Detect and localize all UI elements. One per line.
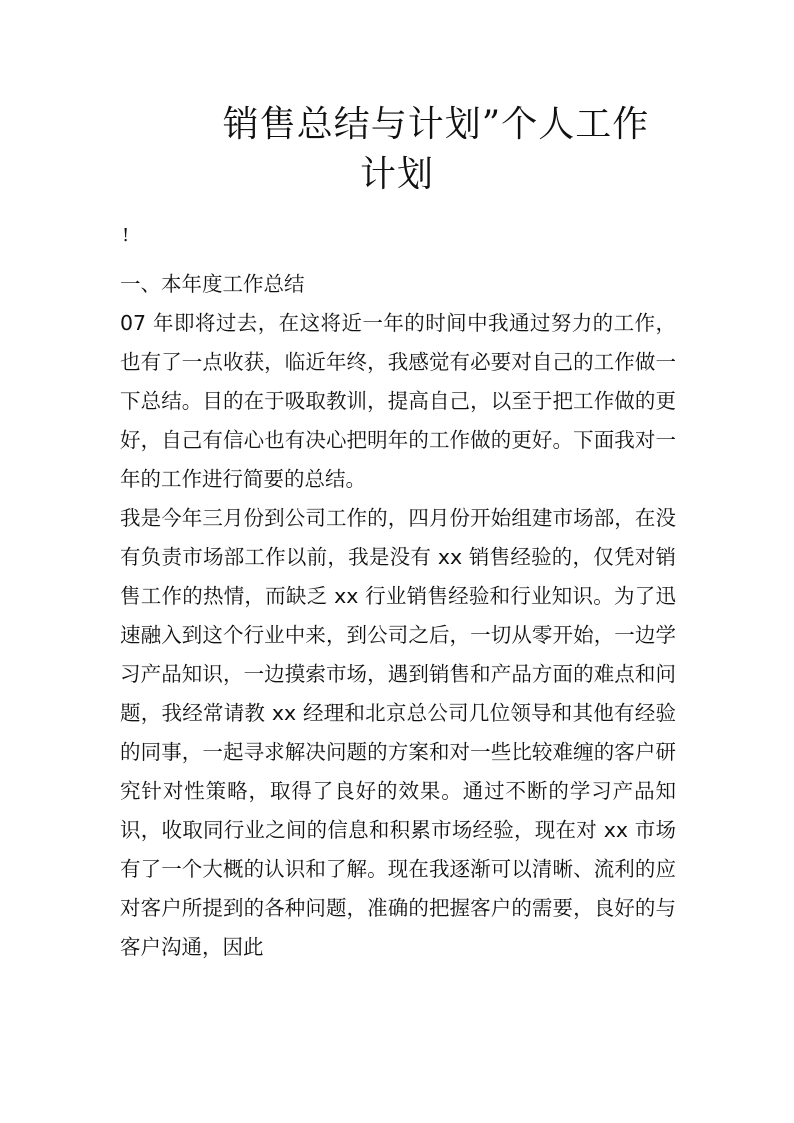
document-title (0, 100, 794, 200)
stray-mark: ! (122, 225, 130, 246)
paragraph-1: 07 年即将过去，在这将近一年的时间中我通过努力的工作，也有了一点收获，临近年终，我感觉有必要对自己的工作做一下总结。目的在于吸取教训，提高自己，以至于把工作做的更好，自己有信心也有决心把明年的工作做的更好。下面我对一年的工作进行简要的总结。 (120, 311, 676, 491)
title-line-1: 销售总结与计划”个人工作 (222, 104, 650, 145)
document-body (120, 265, 676, 967)
title-line-2: 计划 (359, 154, 434, 195)
paragraph-2: 我是今年三月份到公司工作的，四月份开始组建市场部，在没有负责市场部工作以前，我是没有 xx 销售经验的，仅凭对销售工作的热情，而缺乏 xx 行业销售经验和行业知识。为了迅速融入到这个行业中来，到公司之后，一切从零开始，一边学习产品知识，一边摸索市场，遇到销售和产品方面的难点和问题，我经常请教 xx 经理和北京总公司几位领导和其他有经验的同事，一起寻求解决问题的方案和对一些比较难缠的客户研究针对性策略，取得了良好的效果。通过不断的学习产品知识，收取同行业之间的信息和积累市场经验，现在对 xx 市场有了一个大概的认识和了解。现在我逐渐可以清晰、流利的应对客户所提到的各种问题，准确的把握客户的需要，良好的与客户沟通，因此 (120, 506, 676, 959)
section-heading: 一、本年度工作总结 (120, 272, 305, 296)
